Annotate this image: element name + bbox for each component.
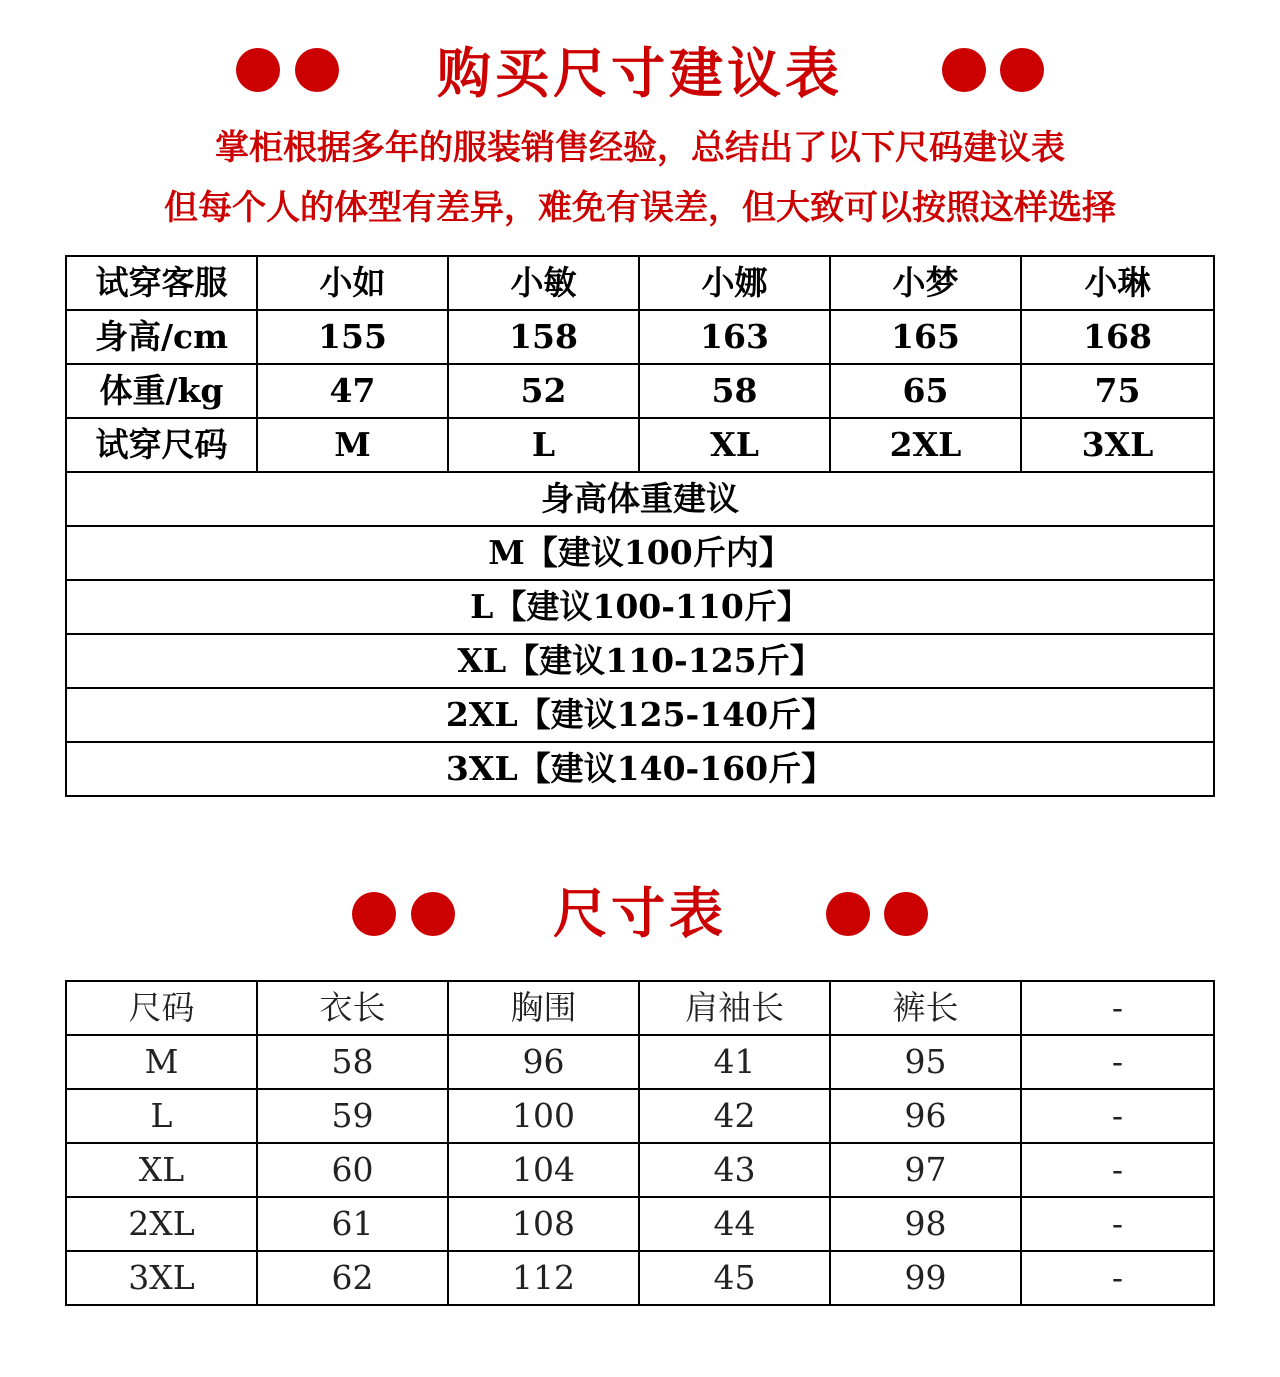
advice-item: 3XL【建议140-160斤】 <box>66 742 1214 796</box>
table-cell: 45 <box>639 1251 830 1305</box>
table-cell: 42 <box>639 1089 830 1143</box>
table-cell: 小梦 <box>830 256 1021 310</box>
table-row <box>66 1251 1214 1305</box>
row-label: 试穿客服 <box>66 256 257 310</box>
table-row <box>66 1089 1214 1143</box>
advice-row <box>66 580 1214 634</box>
advice-row <box>66 742 1214 796</box>
row-label: 身高/cm <box>66 310 257 364</box>
red-dot-icon <box>1000 48 1044 92</box>
table-cell: 小敏 <box>448 256 639 310</box>
table-cell: XL <box>66 1143 257 1197</box>
fit-advice-table <box>65 255 1215 797</box>
table-cell: 98 <box>830 1197 1021 1251</box>
table-cell: M <box>66 1035 257 1089</box>
table-cell: L <box>448 418 639 472</box>
table-cell: 2XL <box>66 1197 257 1251</box>
column-header: 胸围 <box>448 981 639 1035</box>
page-title: 购买尺寸建议表 <box>437 41 843 105</box>
table-cell: XL <box>639 418 830 472</box>
table-row <box>66 364 1214 418</box>
section-title: 尺寸表 <box>553 881 727 945</box>
table-cell: 96 <box>830 1089 1021 1143</box>
table-cell: 2XL <box>830 418 1021 472</box>
table-cell: L <box>66 1089 257 1143</box>
table-cell: 163 <box>639 310 830 364</box>
table-cell: 52 <box>448 364 639 418</box>
table-cell: - <box>1021 1197 1214 1251</box>
table-cell: 小如 <box>257 256 448 310</box>
table-cell: - <box>1021 1089 1214 1143</box>
row-label: 试穿尺码 <box>66 418 257 472</box>
table-cell: 62 <box>257 1251 448 1305</box>
table-cell: 58 <box>257 1035 448 1089</box>
advice-item: M【建议100斤内】 <box>66 526 1214 580</box>
table-row <box>66 418 1214 472</box>
table-cell: 100 <box>448 1089 639 1143</box>
table-row <box>66 256 1214 310</box>
column-header: 尺码 <box>66 981 257 1035</box>
size-chart-table <box>65 980 1215 1306</box>
table-cell: 60 <box>257 1143 448 1197</box>
advice-item: L【建议100-110斤】 <box>66 580 1214 634</box>
column-header: 肩袖长 <box>639 981 830 1035</box>
table-cell: 75 <box>1021 364 1214 418</box>
column-header: 衣长 <box>257 981 448 1035</box>
size-chart-heading <box>0 880 1280 950</box>
table-cell: - <box>1021 1251 1214 1305</box>
row-label: 体重/kg <box>66 364 257 418</box>
advice-row <box>66 688 1214 742</box>
table-cell: 112 <box>448 1251 639 1305</box>
column-header: - <box>1021 981 1214 1035</box>
column-header: 裤长 <box>830 981 1021 1035</box>
table-cell: - <box>1021 1035 1214 1089</box>
subtitle-line-1: 掌柜根据多年的服装销售经验，总结出了以下尺码建议表 <box>215 128 1065 168</box>
size-advice-heading <box>0 40 1280 110</box>
table-cell: 65 <box>830 364 1021 418</box>
red-dot-icon <box>942 48 986 92</box>
table-cell: 104 <box>448 1143 639 1197</box>
table-cell: 96 <box>448 1035 639 1089</box>
table-cell: 168 <box>1021 310 1214 364</box>
advice-header: 身高体重建议 <box>66 472 1214 526</box>
table-cell: 小娜 <box>639 256 830 310</box>
table-cell: - <box>1021 1143 1214 1197</box>
table-cell: 59 <box>257 1089 448 1143</box>
table-row <box>66 1035 1214 1089</box>
subtitle-line-2: 但每个人的体型有差异，难免有误差，但大致可以按照这样选择 <box>164 188 1116 228</box>
table-cell: 95 <box>830 1035 1021 1089</box>
table-cell: 61 <box>257 1197 448 1251</box>
advice-row <box>66 526 1214 580</box>
table-cell: 97 <box>830 1143 1021 1197</box>
table-cell: 47 <box>257 364 448 418</box>
table-row <box>66 1197 1214 1251</box>
table-cell: 158 <box>448 310 639 364</box>
table-cell: 43 <box>639 1143 830 1197</box>
table-cell: 44 <box>639 1197 830 1251</box>
table-cell: M <box>257 418 448 472</box>
table-cell: 108 <box>448 1197 639 1251</box>
table-cell: 165 <box>830 310 1021 364</box>
table-cell: 155 <box>257 310 448 364</box>
table-row <box>66 310 1214 364</box>
table-cell: 小琳 <box>1021 256 1214 310</box>
advice-header-row <box>66 472 1214 526</box>
table-row <box>66 1143 1214 1197</box>
advice-item: 2XL【建议125-140斤】 <box>66 688 1214 742</box>
table-cell: 3XL <box>66 1251 257 1305</box>
table-cell: 3XL <box>1021 418 1214 472</box>
advice-item: XL【建议110-125斤】 <box>66 634 1214 688</box>
red-dot-icon <box>826 892 870 936</box>
advice-row <box>66 634 1214 688</box>
red-dot-icon <box>884 892 928 936</box>
table-cell: 41 <box>639 1035 830 1089</box>
table-cell: 99 <box>830 1251 1021 1305</box>
table-cell: 58 <box>639 364 830 418</box>
table-header-row <box>66 981 1214 1035</box>
